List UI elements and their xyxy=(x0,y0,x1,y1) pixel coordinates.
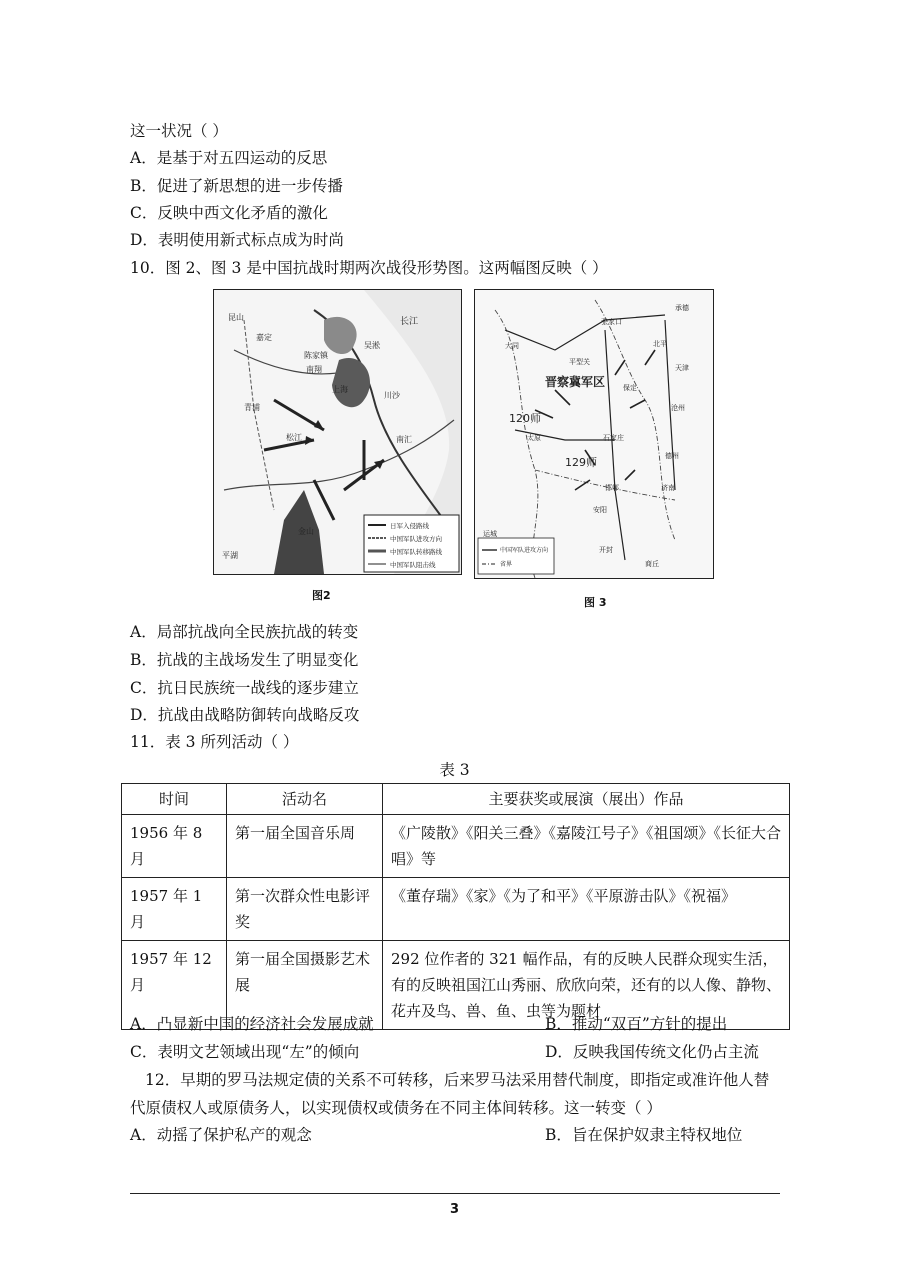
q10-option-b: B．抗战的主战场发生了明显变化 xyxy=(130,651,359,669)
table-header-row xyxy=(122,784,790,815)
q9-option-b: B．促进了新思想的进一步传播 xyxy=(130,177,343,195)
fig2-place-songjiang: 松江 xyxy=(286,433,302,442)
fig3-place-baoding: 保定 xyxy=(623,384,637,392)
cell-time: 1957 年 12 月 xyxy=(122,941,227,1030)
header-activity: 活动名 xyxy=(227,784,383,815)
fig3-legend-2: 省界 xyxy=(500,561,513,568)
q11-option-b: B．推动“双百”方针的提出 xyxy=(545,1015,728,1033)
fig3-place-kaifeng: 开封 xyxy=(599,546,613,554)
table-row xyxy=(122,815,790,878)
fig3-place-zhangjiakou: 张家口 xyxy=(601,318,622,326)
fig2-legend-3: 中国军队转移路线 xyxy=(390,548,442,556)
figure-3-caption: 图 3 xyxy=(584,596,607,609)
fig2-place-kunshan: 昆山 xyxy=(228,313,244,322)
figure-2-caption: 图2 xyxy=(312,589,331,602)
table-3-title: 表 3 xyxy=(439,761,470,779)
q12-option-a: A．动摇了保护私产的观念 xyxy=(130,1126,312,1144)
fig2-place-nanxiang: 南翔 xyxy=(306,365,322,374)
fig3-place-cangzhou: 沧州 xyxy=(671,404,685,412)
q9-stem: 这一状况（ ） xyxy=(130,122,228,140)
fig2-place-jinshan: 金山 xyxy=(298,527,314,536)
fig3-title-jinchaji: 晋察冀军区 xyxy=(545,375,606,389)
fig3-place-pingxingguan: 平型关 xyxy=(569,358,590,366)
q10-option-d: D．抗战由战略防御转向战略反攻 xyxy=(130,706,360,724)
cell-activity: 第一次群众性电影评奖 xyxy=(227,878,383,941)
q10-option-a: A．局部抗战向全民族抗战的转变 xyxy=(130,623,359,641)
fig2-place-chenjiazhen: 陈家镇 xyxy=(304,351,328,360)
fig3-unit-120: 120师 xyxy=(509,412,541,425)
cell-works: 292 位作者的 321 幅作品，有的反映人民群众现实生活，有的反映祖国江山秀丽、欣欣向荣，还有的以人像、静物、花卉及鸟、兽、鱼、虫等为题材 xyxy=(383,941,790,1030)
table-row xyxy=(122,878,790,941)
fig3-legend-1: 中国军队进攻方向 xyxy=(500,547,549,554)
figure-2-map xyxy=(213,289,462,575)
fig3-unit-129: 129师 xyxy=(565,456,597,469)
fig3-place-taiyuan: 太原 xyxy=(527,434,541,442)
fig2-place-jiading: 嘉定 xyxy=(256,333,272,342)
fig3-place-jinan: 济南 xyxy=(661,484,675,492)
figure-3-map-drawing xyxy=(475,290,713,578)
cell-activity: 第一届全国摄影艺术展 xyxy=(227,941,383,1030)
figure-3-map xyxy=(474,289,714,579)
q12-stem-line1: 12．早期的罗马法规定债的关系不可转移，后来罗马法采用替代制度，即指定或准许他人替 xyxy=(145,1071,770,1089)
page-number: 3 xyxy=(449,1202,460,1217)
fig2-place-shanghai: 上海 xyxy=(332,385,348,394)
q11-option-d: D．反映我国传统文化仍占主流 xyxy=(545,1043,759,1061)
fig2-place-nanhui: 南汇 xyxy=(396,435,412,444)
fig2-place-wusong: 吴淞 xyxy=(364,341,380,350)
cell-works: 《董存瑞》《家》《为了和平》《平原游击队》《祝福》 xyxy=(383,878,790,941)
fig3-place-beiping: 北平 xyxy=(653,340,667,348)
q12-stem-line2: 代原债权人或原债务人，以实现债权或债务在不同主体间转移。这一转变（ ） xyxy=(130,1099,662,1117)
fig3-place-tianjin: 天津 xyxy=(675,364,689,372)
q9-option-d: D．表明使用新式标点成为时尚 xyxy=(130,231,344,249)
cell-activity: 第一届全国音乐周 xyxy=(227,815,383,878)
fig2-place-changjiang: 长江 xyxy=(400,317,419,327)
fig2-legend-2: 中国军队进攻方向 xyxy=(390,535,442,543)
fig2-place-qingpu: 青浦 xyxy=(244,403,260,412)
q9-option-a: A．是基于对五四运动的反思 xyxy=(130,149,328,167)
fig3-place-shijiazhuang: 石家庄 xyxy=(603,434,624,442)
fig3-place-dezhou: 德州 xyxy=(665,452,679,460)
q11-option-a: A．凸显新中国的经济社会发展成就 xyxy=(130,1015,374,1033)
q9-option-c: C．反映中西文化矛盾的激化 xyxy=(130,204,328,222)
table-3 xyxy=(121,783,790,1030)
q10-stem: 10．图 2、图 3 是中国抗战时期两次战役形势图。这两幅图反映（ ） xyxy=(130,259,608,277)
cell-time: 1956 年 8 月 xyxy=(122,815,227,878)
fig3-place-shangqiu: 商丘 xyxy=(645,560,659,568)
fig2-legend-1: 日军入侵路线 xyxy=(390,522,429,530)
q12-option-b: B．旨在保护奴隶主特权地位 xyxy=(545,1126,743,1144)
header-works: 主要获奖或展演（展出）作品 xyxy=(383,784,790,815)
fig3-place-chengde: 承德 xyxy=(675,304,689,312)
header-time: 时间 xyxy=(122,784,227,815)
fig2-place-pinghu: 平湖 xyxy=(222,551,238,560)
figure-2-map-drawing xyxy=(214,290,461,574)
fig3-place-datong: 大同 xyxy=(505,342,519,350)
fig3-place-handan: 邯郸 xyxy=(605,484,619,492)
fig2-place-chuansha: 川沙 xyxy=(384,391,400,400)
cell-time: 1957 年 1 月 xyxy=(122,878,227,941)
cell-works: 《广陵散》《阳关三叠》《嘉陵江号子》《祖国颂》《长征大合唱》等 xyxy=(383,815,790,878)
fig3-place-anyang: 安阳 xyxy=(593,506,607,514)
q11-option-c: C．表明文艺领域出现“左”的倾向 xyxy=(130,1043,360,1061)
footer-rule xyxy=(130,1193,780,1194)
fig3-place-yuncheng: 运城 xyxy=(483,530,497,538)
q11-stem: 11．表 3 所列活动（ ） xyxy=(130,733,299,751)
fig2-legend-4: 中国军队阻击线 xyxy=(390,561,436,569)
q10-option-c: C．抗日民族统一战线的逐步建立 xyxy=(130,679,359,697)
